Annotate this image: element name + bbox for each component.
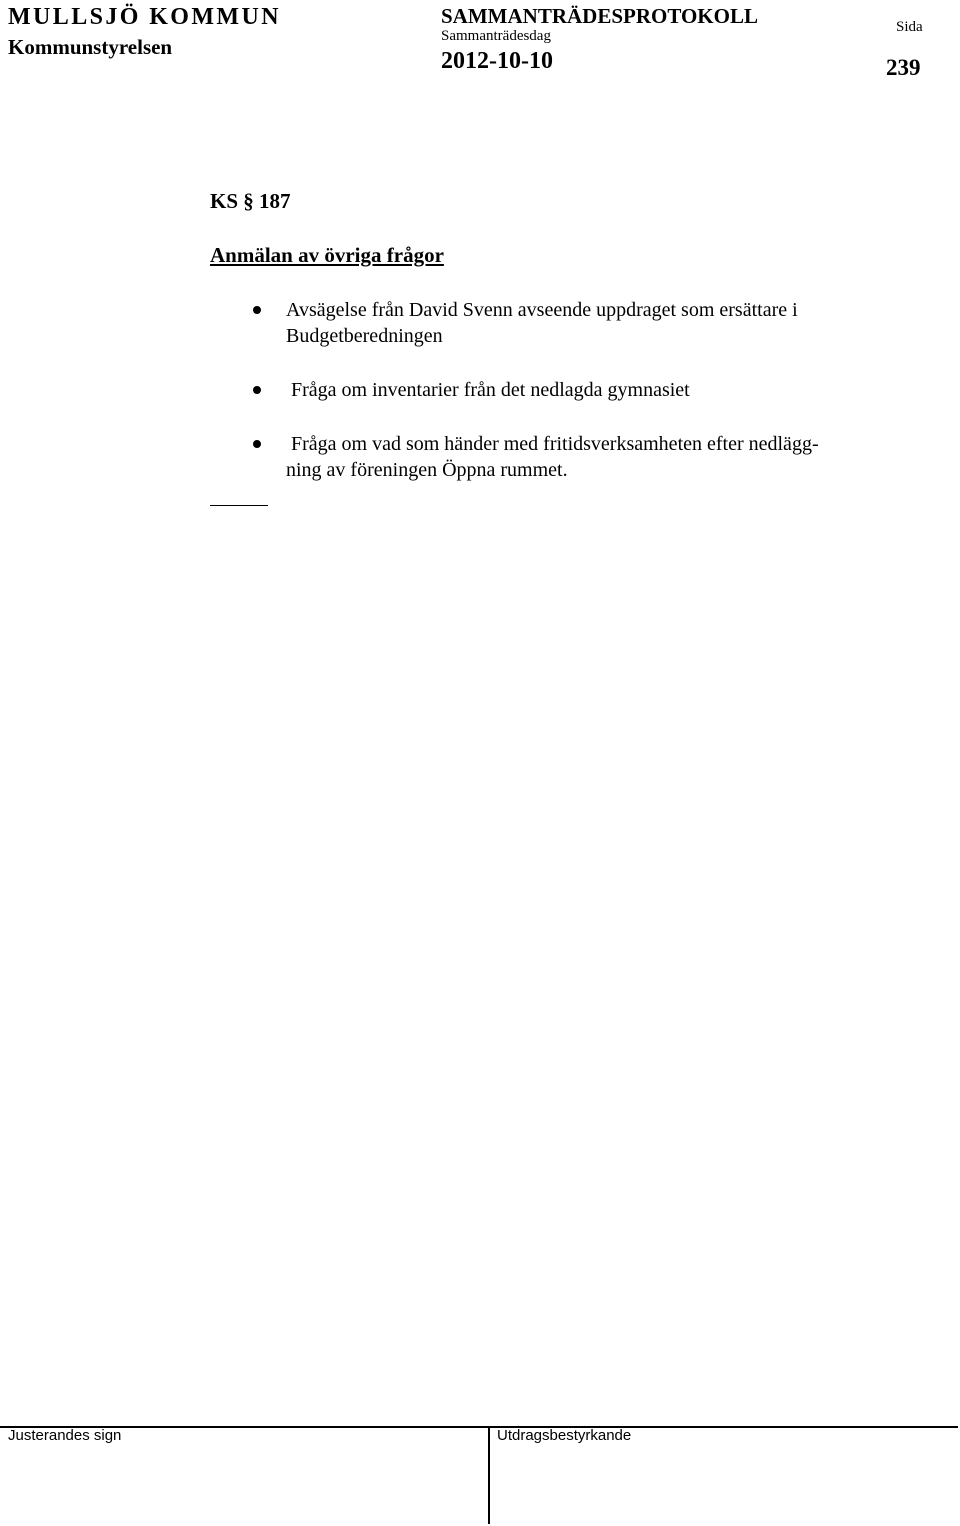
section-heading: Anmälan av övriga frågor: [210, 243, 444, 267]
section-end-rule: [210, 505, 268, 506]
list-item-text: Avsägelse från David Svenn avseende uppdraget som ersättare i: [286, 299, 798, 321]
protocol-title: SAMMANTRÄDESPROTOKOLL: [441, 4, 758, 28]
list-item-text: Fråga om inventarier från det nedlagda gymnasiet: [291, 379, 690, 401]
paragraph-reference: KS § 187: [210, 189, 291, 213]
board-name: Kommunstyrelsen: [8, 35, 173, 59]
list-item-text-continued: ning av föreningen Öppna rummet.: [286, 459, 568, 481]
bullet-icon: [253, 386, 261, 394]
page-number: 239: [886, 55, 921, 80]
bullet-icon: [253, 306, 261, 314]
municipality-name: MULLSJÖ KOMMUN: [8, 4, 281, 30]
footer-divider: [488, 1426, 490, 1524]
list-item-text-continued: Budgetberedningen: [286, 325, 443, 347]
bullet-icon: [253, 440, 261, 448]
list-item-text: Fråga om vad som händer med fritidsverksamheten efter nedlägg-: [291, 433, 819, 455]
meeting-date-label: Sammanträdesdag: [441, 28, 551, 44]
meeting-date: 2012-10-10: [441, 48, 553, 74]
footer-rule: [0, 1426, 958, 1428]
justerandes-sign-label: Justerandes sign: [8, 1427, 122, 1444]
page-label: Sida: [896, 19, 923, 35]
utdragsbestyrkande-label: Utdragsbestyrkande: [497, 1427, 632, 1444]
